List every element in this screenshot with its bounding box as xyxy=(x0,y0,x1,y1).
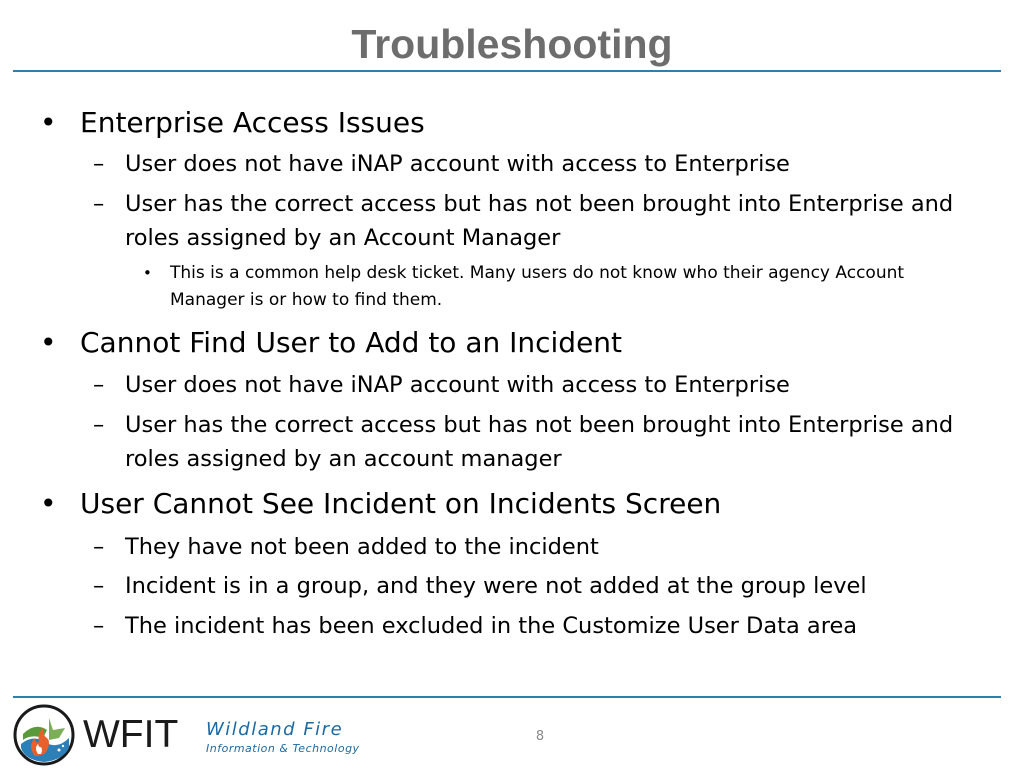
sub-list-item: This is a common help desk ticket. Many users do not know who their agency Account xyxy=(170,263,905,283)
bullet-level2: – xyxy=(93,151,105,177)
list-item-continuation: roles assigned by an account manager xyxy=(125,446,562,472)
list-item: They have not been added to the incident xyxy=(125,534,599,560)
list-item-continuation: roles assigned by an Account Manager xyxy=(125,225,561,251)
logo-tagline-line1: Wildland Fire xyxy=(206,719,344,740)
section-heading: Cannot Find User to Add to an Incident xyxy=(80,326,623,359)
footer-divider xyxy=(13,696,1001,698)
logo-tagline-line2: Information & Technology xyxy=(206,742,360,755)
list-item: User does not have iNAP account with access to Enterprise xyxy=(125,372,790,398)
page-number: 8 xyxy=(535,729,545,744)
logo-wordmark: WFIT xyxy=(83,713,179,756)
bullet-level2: – xyxy=(93,412,105,438)
list-item: User has the correct access but has not been brought into Enterprise and xyxy=(125,412,954,438)
slide-title: Troubleshooting xyxy=(351,21,673,67)
bullet-level2: – xyxy=(93,372,105,398)
bullet-level1: • xyxy=(40,487,57,520)
bullet-level2: – xyxy=(93,573,105,599)
list-item: The incident has been excluded in the Customize User Data area xyxy=(125,613,858,639)
section-heading: Enterprise Access Issues xyxy=(80,106,425,139)
sub-list-item-continuation: Manager is or how to find them. xyxy=(170,290,443,310)
list-item: User does not have iNAP account with access to Enterprise xyxy=(125,151,790,177)
bullet-level3: • xyxy=(143,264,152,282)
bullet-level2: – xyxy=(93,534,105,560)
bullet-level2: – xyxy=(93,613,105,639)
section-heading: User Cannot See Incident on Incidents Screen xyxy=(80,487,722,520)
wfit-emblem-icon xyxy=(13,704,75,766)
bullet-level1: • xyxy=(40,106,57,139)
bullet-level1: • xyxy=(40,326,57,359)
list-item: User has the correct access but has not been brought into Enterprise and xyxy=(125,191,954,217)
wfit-logo xyxy=(13,704,413,768)
list-item: Incident is in a group, and they were not added at the group level xyxy=(125,573,867,599)
bullet-level2: – xyxy=(93,191,105,217)
